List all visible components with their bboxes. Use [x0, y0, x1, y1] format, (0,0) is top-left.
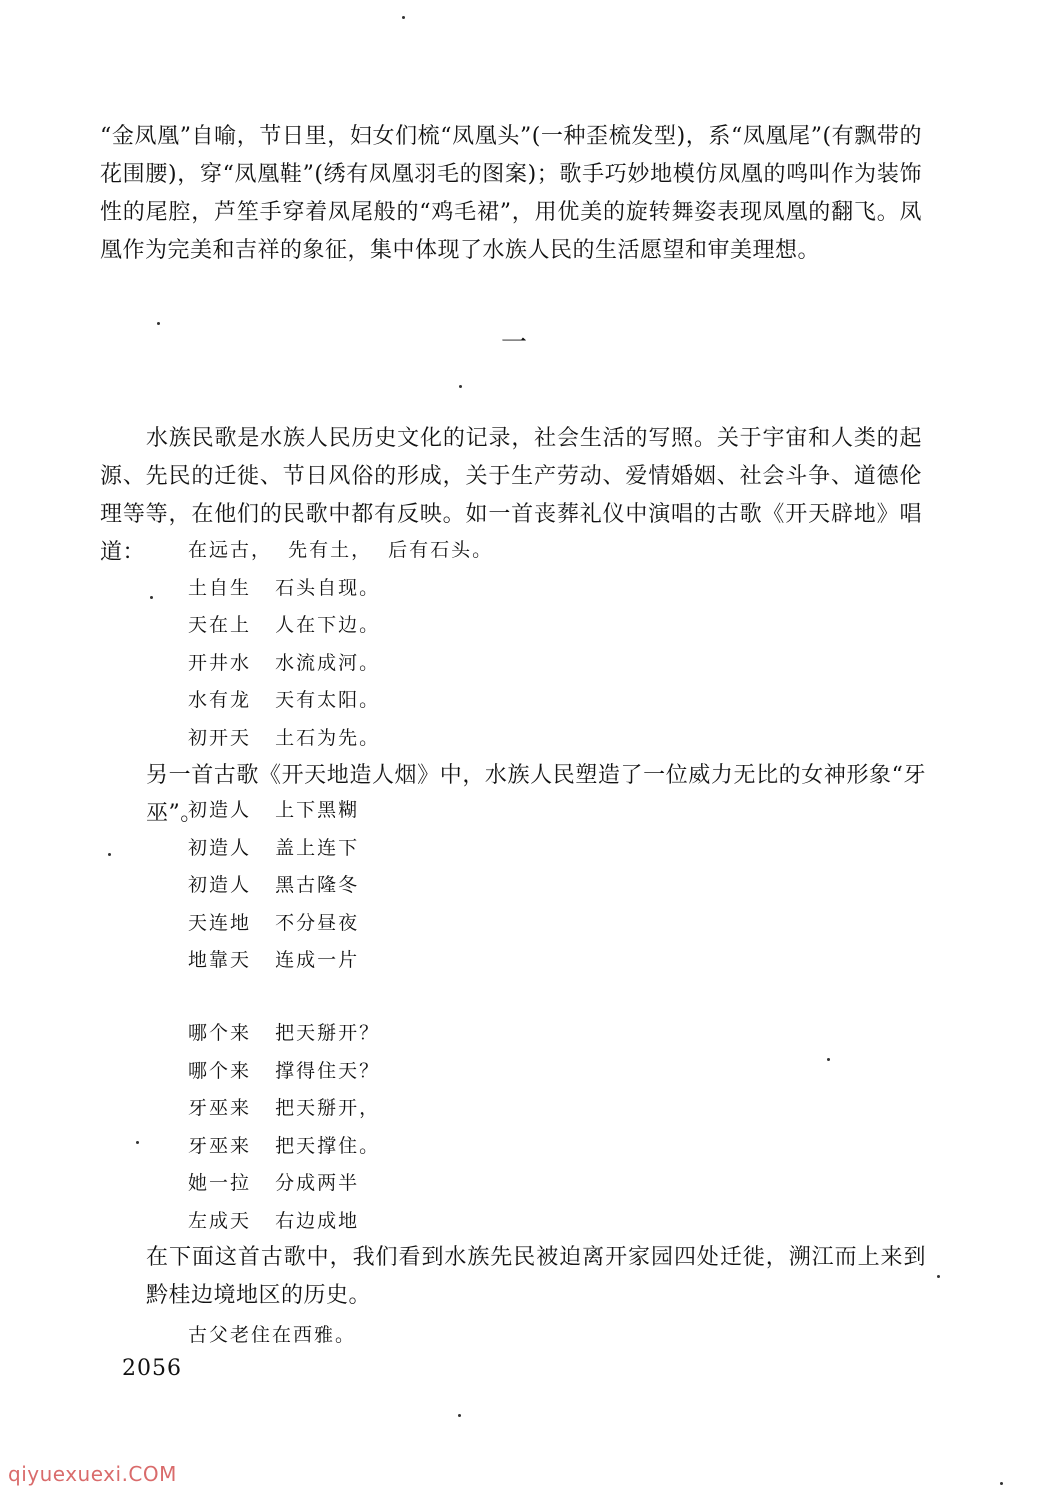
paragraph-migration: 在下面这首古歌中，我们看到水族先民被迫离开家园四处迁徙，溯江而上来到黔桂边境地区的历史。: [146, 1245, 926, 1308]
verse-line: 在远古， 先有土， 后有石头。: [188, 539, 494, 561]
scan-speck: [136, 1141, 139, 1144]
verse-kaitian-pidi: [188, 532, 493, 757]
verse-creation-stanza-1: [188, 792, 359, 980]
verse-line: 牙巫来 把天掰开，: [188, 1097, 381, 1119]
verse-line: 地靠天 连成一片: [188, 949, 360, 971]
scan-speck: [1000, 1482, 1003, 1485]
verse-line: 哪个来 把天掰开？: [188, 1022, 381, 1044]
verse-line: 天连地 不分昼夜: [188, 911, 360, 934]
page-number: 2056: [122, 1356, 182, 1381]
scan-speck: [402, 16, 405, 19]
scan-speck: [157, 322, 160, 325]
verse-creation-stanza-2: [188, 1015, 380, 1240]
verse-line: 初造人 上下黑糊: [188, 799, 360, 821]
verse-line: 土自生 石头自现。: [188, 576, 381, 599]
verse-line: 哪个来 撑得住天？: [188, 1059, 381, 1082]
verse-migration: [188, 1317, 356, 1355]
scan-speck: [108, 853, 111, 856]
verse-line: 她一拉 分成两半: [188, 1172, 360, 1194]
paragraph-folk-song-history: 水族民歌是水族人民历史文化的记录，社会生活的写照。关于宇宙和人类的起源、先民的迁徙、节日风俗的形成，关于生产劳动、爱情婚姻、社会斗争、道德伦理等等，在他们的民歌中都有反映。如一首丧葬礼仪中演唱的古歌《开天辟地》唱道：: [100, 426, 922, 565]
verse-line: 左成天 右边成地: [188, 1209, 360, 1232]
paragraph-yawu-goddess: 另一首古歌《开天地造人烟》中，水族人民塑造了一位威力无比的女神形象“牙巫”。: [146, 763, 926, 826]
verse-line: 天在上 人在下边。: [188, 614, 381, 636]
scan-speck: [937, 1275, 940, 1278]
scan-speck: [827, 1058, 830, 1061]
verse-line: 初造人 盖上连下: [188, 836, 360, 859]
verse-line: 古父老住在西雅。: [188, 1324, 357, 1346]
verse-line: 牙巫来 把天撑住。: [188, 1134, 381, 1157]
section-number: 一: [500, 328, 527, 358]
site-watermark: qiyuexuexi.COM: [8, 1462, 177, 1486]
scan-speck: [458, 1414, 461, 1417]
scan-speck: [459, 385, 462, 388]
verse-line: 初造人 黑古隆冬: [188, 874, 360, 896]
intro-paragraph: “金凤凰”自喻，节日里，妇女们梳“凤凰头”(一种歪梳发型)，系“凤凰尾”(有飘带的花围腰)，穿“凤凰鞋”(绣有凤凰羽毛的图案)；歌手巧妙地模仿凤凰的鸣叫作为装饰性的尾腔，芦笙手穿着凤尾般的“鸡毛裙”，用优美的旋转舞姿表现凤凰的翻飞。凤凰作为完美和吉祥的象征，集中体现了水族人民的生活愿望和审美理想。: [100, 124, 922, 263]
verse-line: 开井水 水流成河。: [188, 651, 381, 674]
scan-speck: [150, 596, 153, 599]
verse-line: 初开天 土石为先。: [188, 726, 381, 749]
verse-line: 水有龙 天有太阳。: [188, 689, 381, 711]
